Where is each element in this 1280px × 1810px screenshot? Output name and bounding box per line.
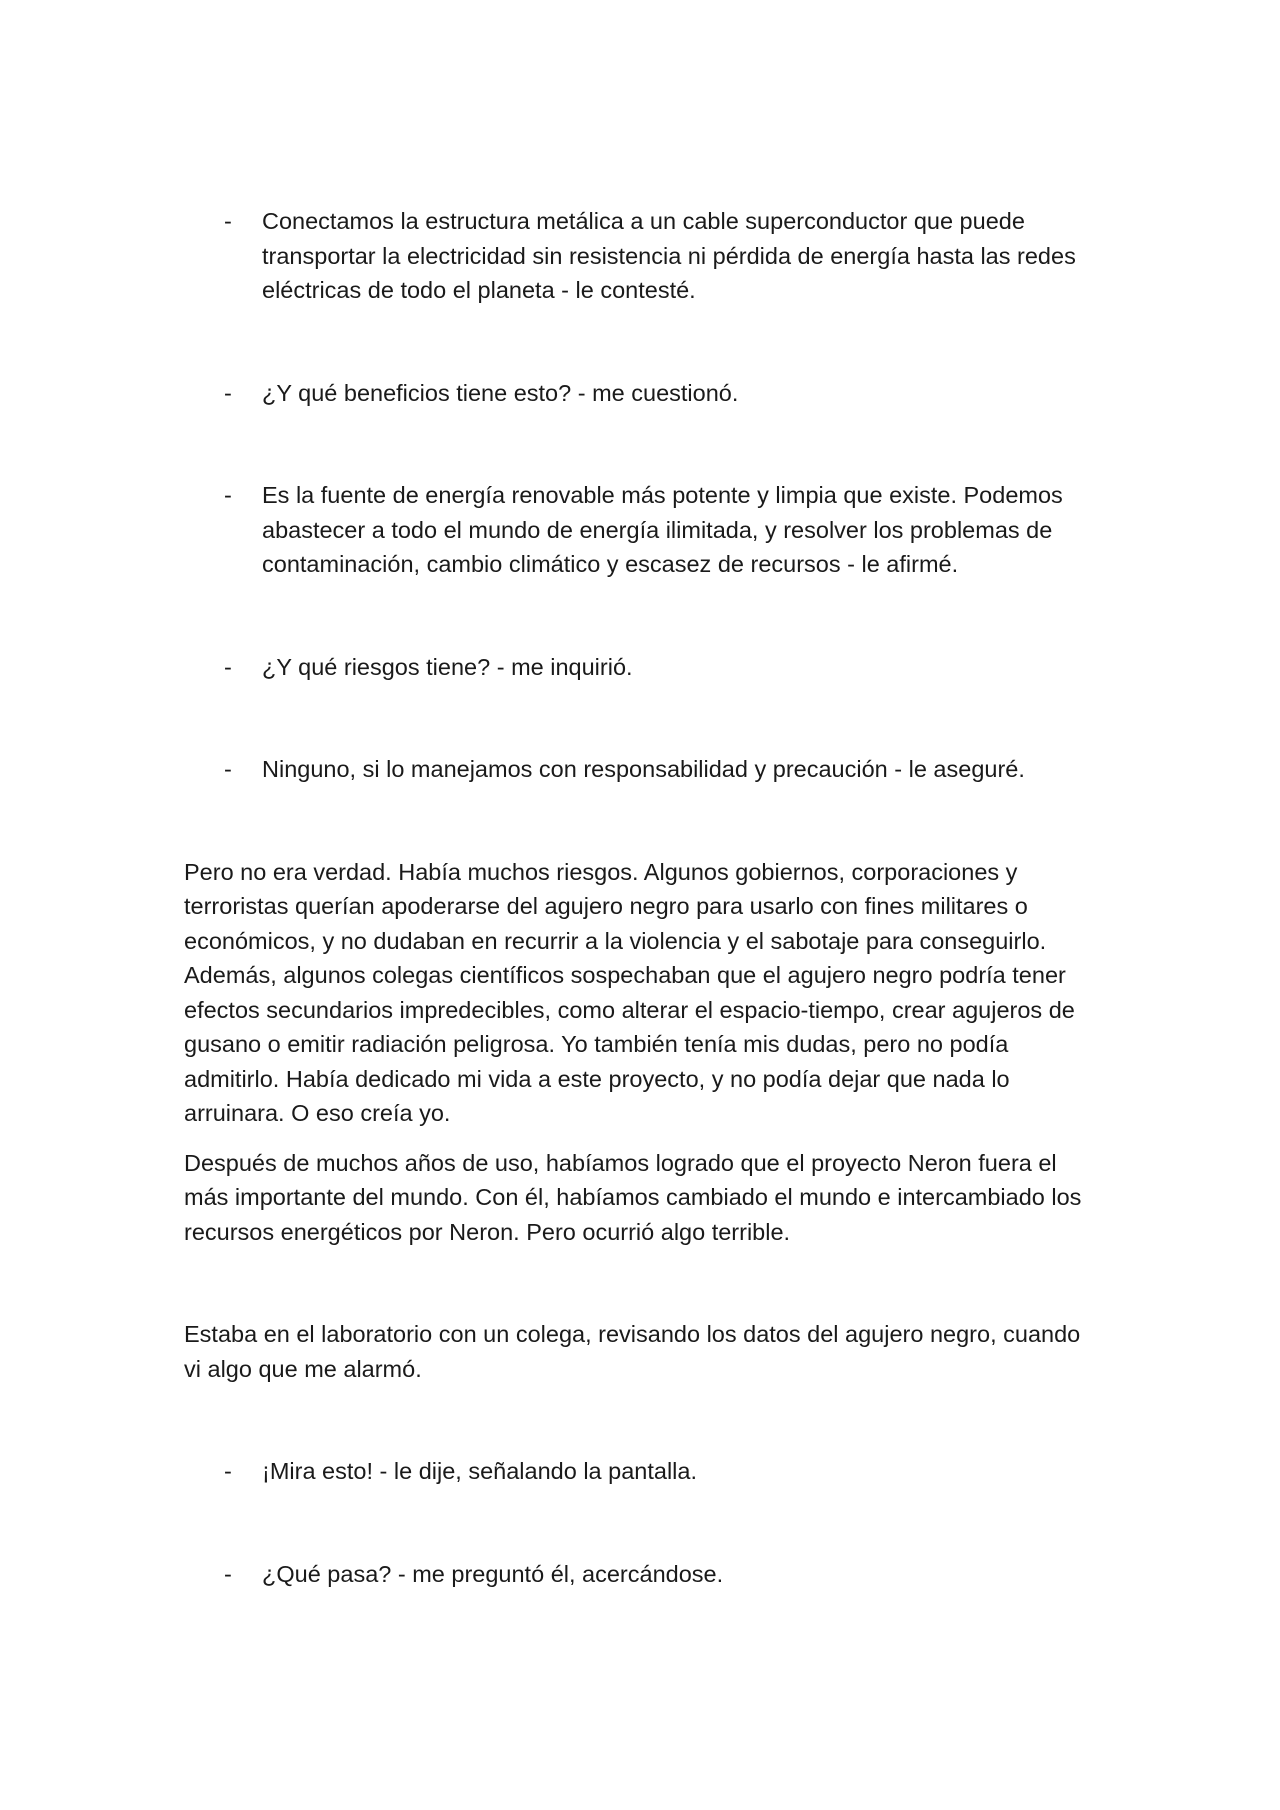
narrative-paragraph: Estaba en el laboratorio con un colega, revisando los datos del agujero negro, cuando vi algo que me alarmó.: [184, 1321, 1081, 1382]
dialogue-line: [184, 1557, 1099, 1592]
dialogue-text: Es la fuente de energía renovable más potente y limpia que existe. Podemos abastecer a todo el mundo de energía ilimitada, y resolver los problemas de contaminación, cambio climático y escasez de recursos - le afirmé.: [262, 482, 1063, 577]
dialogue-line: [184, 1454, 1099, 1489]
dialogue-text: Ninguno, si lo manejamos con responsabilidad y precaución - le aseguré.: [262, 756, 1025, 782]
dialogue-text: ¿Qué pasa? - me preguntó él, acercándose.: [262, 1560, 724, 1587]
dialogue-dash: -: [224, 1560, 232, 1587]
dialogue-dash: -: [224, 1458, 232, 1484]
dialogue-dash: -: [224, 756, 232, 782]
narrative-paragraph: Después de muchos años de uso, habíamos logrado que el proyecto Neron fuera el más importante del mundo. Con él, habíamos cambiado el mundo e intercambiado los recursos energéticos por Neron. Pero ocurrió algo terrible.: [184, 1149, 1082, 1245]
dialogue-line: [184, 650, 1099, 685]
narrative-paragraph: Pero no era verdad. Había muchos riesgos. Algunos gobiernos, corporaciones y terroristas querían apoderarse del agujero negro para usarlo con fines militares o económicos, y no dudaban en recurrir a la violencia y el sabotaje para conseguirlo. Además, algunos colegas científicos sospechaban que el agujero negro podría tener efectos secundarios impredecibles, como alterar el espacio-tiempo, crear agujeros de gusano o emitir radiación peligrosa. Yo también tenía mis dudas, pero no podía admitirlo. Había dedicado mi vida a este proyecto, y no podía dejar que nada lo arruinara. O eso creía yo.: [184, 858, 1075, 1126]
dialogue-text: Conectamos la estructura metálica a un cable superconductor que puede transportar la electricidad sin resistencia ni pérdida de energía hasta las redes eléctricas de todo el planeta - le contesté.: [262, 208, 1076, 303]
dialogue-line: [184, 376, 1099, 411]
dialogue-line: [184, 204, 1099, 308]
dialogue-text: ¿Y qué beneficios tiene esto? - me cuestionó.: [262, 379, 739, 406]
dialogue-dash: -: [224, 653, 232, 680]
dialogue-line: [184, 752, 1099, 787]
dialogue-dash: -: [224, 379, 232, 406]
dialogue-text: ¿Y qué riesgos tiene? - me inquirió.: [262, 653, 633, 680]
dialogue-line: [184, 478, 1099, 582]
dialogue-text: ¡Mira esto! - le dije, señalando la pantalla.: [262, 1458, 697, 1484]
dialogue-dash: -: [224, 482, 232, 508]
dialogue-dash: -: [224, 208, 232, 234]
document-body: [184, 204, 1099, 1591]
